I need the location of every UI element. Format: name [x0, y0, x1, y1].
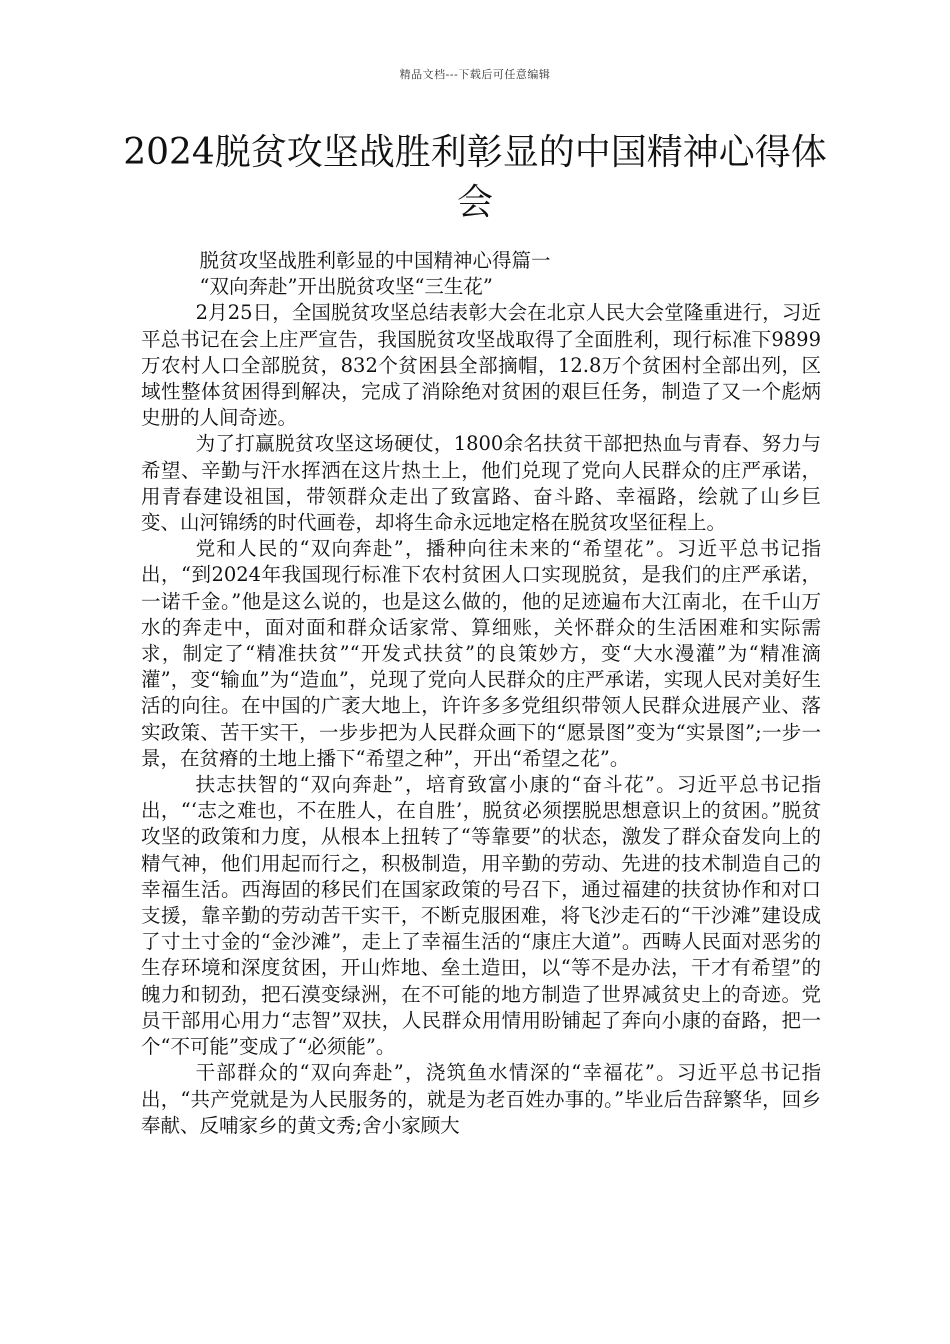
section-heading: 脱贫攻坚战胜利彰显的中国精神心得篇一	[199, 249, 551, 272]
paragraph: 扶志扶智的“双向奔赴”，培育致富小康的“奋斗花”。习近平总书记指出，“‘志之难也，不在胜人，在自胜’，脱贫必须摆脱思想意识上的贫困。”脱贫攻坚的政策和力度，从根本上扭转了“等靠要”的状态，激发了群众奋发向上的精气神，他们用起而行之，积极制造，用辛勤的劳动、先进的技术制造自己的幸福生活。西海固的移民们在国家政策的号召下，通过福建的扶贫协作和对口支援，靠辛勤的劳动苦干实干，不断克服困难，将飞沙走石的“干沙滩”建设成了寸土寸金的“金沙滩”，走上了幸福生活的“康庄大道”。西畴人民面对恶劣的生存环境和深度贫困，开山炸地、垒土造田，以“等不是办法，干才有希望”的魄力和韧劲，把石漠变绿洲，在不可能的地方制造了世界减贫史上的奇迹。党员干部用心用力“志智”双扶，人民群众用情用盼铺起了奔向小康的奋路，把一个“不可能”变成了“必须能”。	[141, 773, 821, 1059]
paragraph: 党和人民的“双向奔赴”，播种向往未来的“希望花”。习近平总书记指出，“到2024年我国现行标准下农村贫困人口实现脱贫，是我们的庄严承诺，一诺千金。”他是这么说的，也是这么做的，他的足迹遍布大江南北，在千山万水的奔走中，面对面和群众话家常、算细账，关怀群众的生活困难和实际需求，制定了“精准扶贫”“开发式扶贫”的良策妙方，变“大水漫灌”为“精准滴灌”，变“输血”为“造血”，兑现了党向人民群众的庄严承诺，实现人民对美好生活的向往。在中国的广袤大地上，许许多多党组织带领人民群众进展产业、落实政策、苦干实干，一步步把为人民群众画下的“愿景图”变为“实景图”;一步一景，在贫瘠的土地上播下“希望之种”，开出“希望之花”。	[141, 537, 821, 770]
document-title: 2024脱贫攻坚战胜利彰显的中国精神心得体会	[123, 132, 827, 223]
paragraph: 2月25日，全国脱贫攻坚总结表彰大会在北京人民大会堂隆重进行，习近平总书记在会上庄严宣告，我国脱贫攻坚战取得了全面胜利，现行标准下9899万农村人口全部脱贫，832个贫困县全部摘帽，12.8万个贫困村全部出列，区域性整体贫困得到解决，完成了消除绝对贫困的艰巨任务，制造了又一个彪炳史册的人间奇迹。	[141, 301, 821, 430]
paragraph: 干部群众的“双向奔赴”，浇筑鱼水情深的“幸福花”。习近平总书记指出，“共产党就是为人民服务的，就是为老百姓办事的。”毕业后告辞繁华，回乡奉献、反哺家乡的黄文秀;舍小家顾大	[141, 1061, 821, 1137]
section-subtitle: “双向奔赴”开出脱贫攻坚“三生花”	[199, 275, 493, 299]
paragraph: 为了打赢脱贫攻坚这场硬仗，1800余名扶贫干部把热血与青春、努力与希望、辛勤与汗水挥洒在这片热土上，他们兑现了党向人民群众的庄严承诺，用青春建设祖国，带领群众走出了致富路、奋斗路、幸福路，绘就了山乡巨变、山河锦绣的时代画卷，却将生命永远地定格在脱贫攻坚征程上。	[141, 432, 821, 535]
header-note: 精品文档---下载后可任意编辑	[399, 68, 551, 81]
document-body	[141, 248, 821, 1139]
